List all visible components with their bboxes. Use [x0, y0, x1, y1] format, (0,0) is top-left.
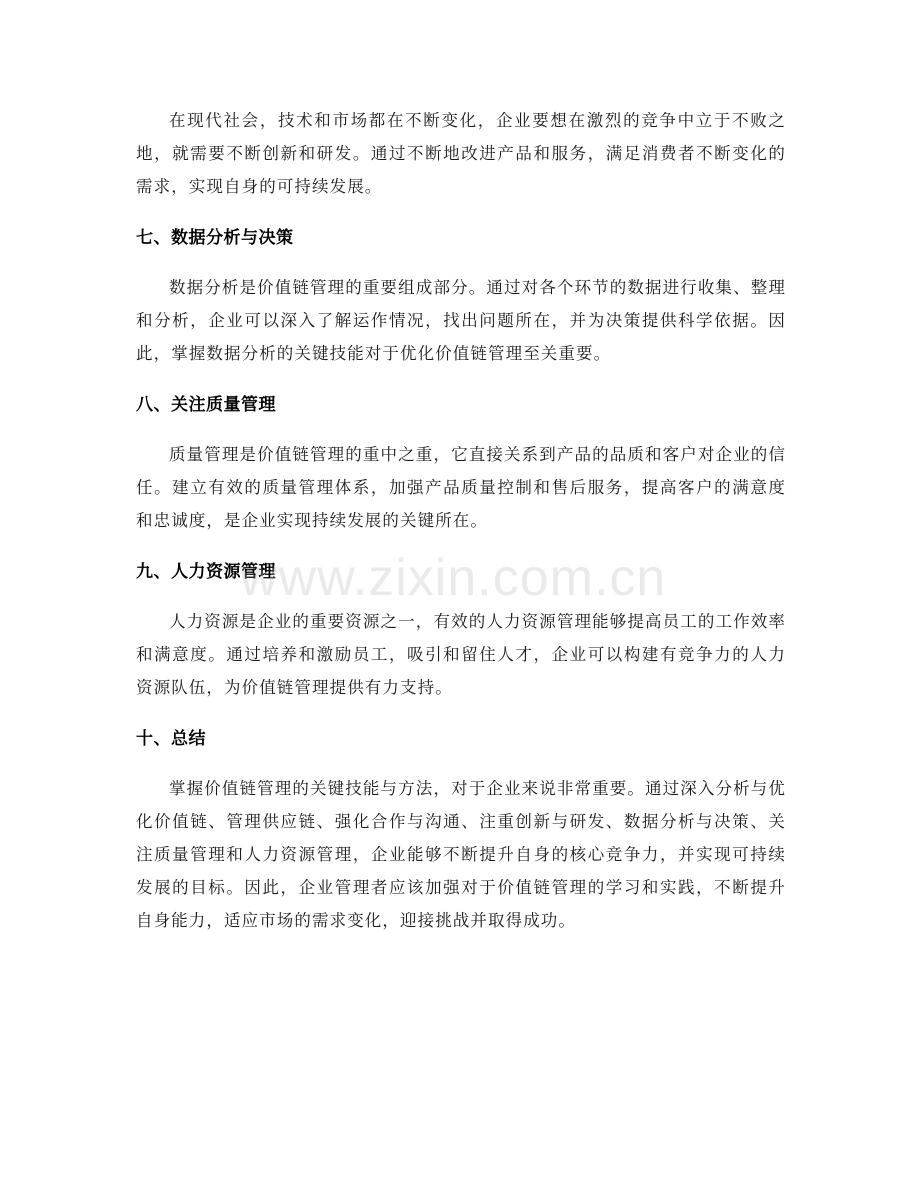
section-heading-10: 十、总结 — [136, 729, 206, 749]
section-paragraph-9: 人力资源是企业的重要资源之一，有效的人力资源管理能够提高员工的工作效率和满意度。通过培养和激励员工，吸引和留住人才，企业可以构建有竞争力的人力资源队伍，为价值链管理提供有力支持。 — [136, 612, 786, 697]
section-paragraph-8: 质量管理是价值链管理的重中之重，它直接关系到产品的品质和客户对企业的信任。建立有效的质量管理体系，加强产品质量控制和售后服务，提高客户的满意度和忠诚度，是企业实现持续发展的关键所在。 — [136, 445, 786, 530]
section-heading-9: 九、人力资源管理 — [136, 562, 276, 582]
spacer — [136, 370, 786, 389]
section-paragraph-7: 数据分析是价值链管理的重要组成部分。通过对各个环节的数据进行收集、整理和分析，企业可以深入了解运作情况，找出问题所在，并为决策提供科学依据。因此，掌握数据分析的关键技能对于优化价值链管理至关重要。 — [136, 278, 786, 363]
section-paragraph-10: 掌握价值链管理的关键技能与方法，对于企业来说非常重要。通过深入分析与优化价值链、管理供应链、强化合作与沟通、注重创新与研发、数据分析与决策、关注质量管理和人力资源管理，企业能够不断提升自身的核心竞争力，并实现可持续发展的目标。因此，企业管理者应该加强对于价值链管理的学习和实践，不断提升自身能力，适应市场的需求变化，迎接挑战并取得成功。 — [136, 779, 786, 930]
intro-paragraph: 在现代社会，技术和市场都在不断变化，企业要想在激烈的竞争中立于不败之地，就需要不断创新和研发。通过不断地改进产品和服务，满足消费者不断变化的需求，实现自身的可持续发展。 — [136, 111, 786, 196]
spacer — [136, 255, 786, 271]
spacer — [136, 756, 786, 772]
section-heading-7: 七、数据分析与决策 — [136, 228, 294, 248]
spacer — [136, 203, 786, 222]
spacer — [136, 537, 786, 556]
spacer — [136, 422, 786, 438]
spacer — [136, 704, 786, 723]
document-body — [136, 104, 786, 937]
spacer — [136, 589, 786, 605]
section-heading-8: 八、关注质量管理 — [136, 395, 276, 415]
watermark: www.zixin.com.cn — [240, 549, 667, 607]
